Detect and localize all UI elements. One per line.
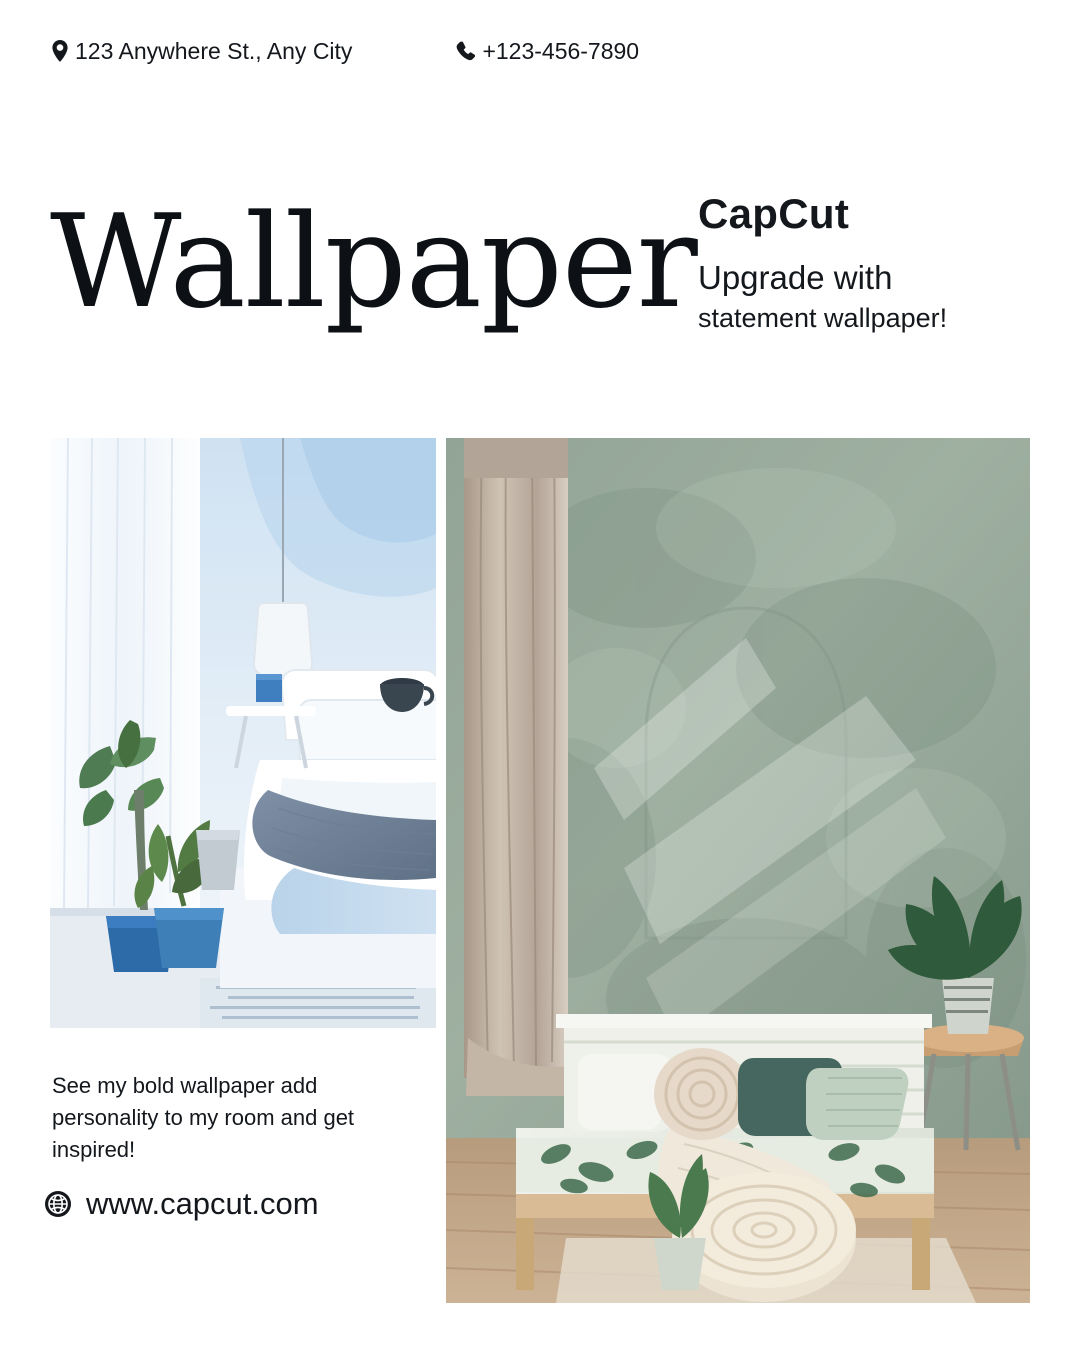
phone-icon	[456, 41, 475, 61]
photo-bedroom-white	[50, 438, 436, 1028]
phone-text: +123-456-7890	[482, 38, 640, 64]
brand-name: CapCut	[698, 190, 850, 237]
headline-block	[0, 190, 1080, 390]
website-text: www.capcut.com	[86, 1186, 319, 1221]
tagline-line-1: Upgrade with	[698, 259, 893, 297]
location-pin-icon	[52, 40, 68, 62]
page-title: Wallpaper	[50, 188, 697, 337]
photo-right-illustration	[446, 438, 1030, 1303]
photo-bedroom-green	[446, 438, 1030, 1303]
contact-bar	[52, 38, 639, 65]
website-row[interactable]	[44, 1186, 319, 1222]
tagline-line-2: statement wallpaper!	[698, 302, 948, 333]
brand-block	[698, 190, 1028, 334]
photo-left-illustration	[50, 438, 436, 1028]
blurb-text: See my bold wallpaper add personality to my room and get inspired!	[52, 1073, 355, 1162]
globe-icon	[44, 1190, 72, 1218]
address-item	[52, 38, 352, 65]
phone-item	[456, 38, 639, 65]
address-text: 123 Anywhere St., Any City	[75, 38, 353, 64]
